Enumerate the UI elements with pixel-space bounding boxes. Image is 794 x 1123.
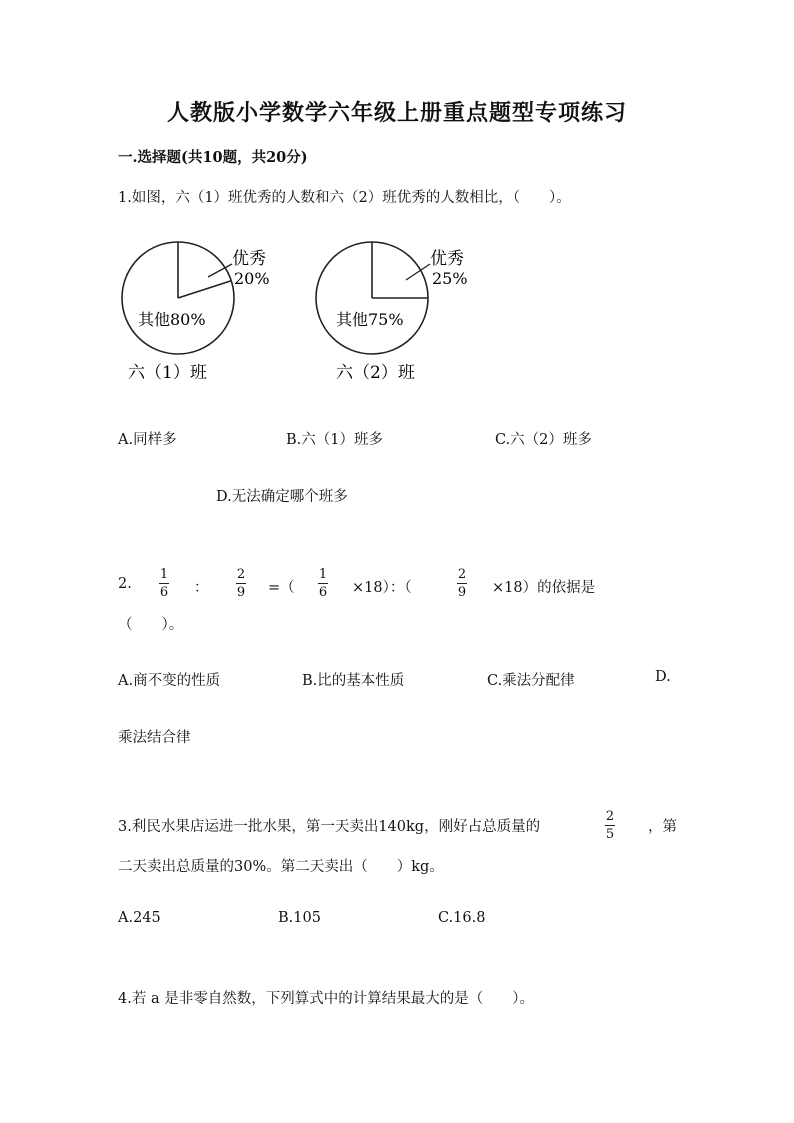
question-3-line-1: 3.利民水果店运进一批水果，第一天卖出140kg，刚好占总质量的 [118, 819, 541, 835]
fraction-numerator: 2 [236, 567, 246, 582]
fraction-denominator: 5 [605, 827, 615, 842]
pie-1-excellent-pct: 20% [234, 269, 270, 288]
question-2-fraction-4 [457, 567, 467, 600]
question-2-colon: ： [194, 580, 209, 596]
question-1-stem: 1.如图，六（1）班优秀的人数和六（2）班优秀的人数相比，（ ）。 [118, 190, 571, 206]
question-2-tail: （ ）。 [118, 617, 184, 633]
pie-2-other-label: 其他75% [336, 310, 404, 329]
pie-chart-class-1 [122, 242, 270, 383]
pie-2-excellent-pct: 25% [432, 269, 468, 288]
fraction-numerator: 1 [159, 567, 169, 582]
fraction-bar [318, 583, 328, 584]
question-1-figure [110, 232, 490, 392]
question-2-times-18-b: ×18）的依据是 [492, 580, 596, 596]
pie-1-radius-split [178, 281, 231, 298]
question-4-stem: 4.若 a 是非零自然数，下列算式中的计算结果最大的是（ ）。 [118, 991, 534, 1007]
fraction-bar [457, 583, 467, 584]
pie-2-class-label: 六（2）班 [336, 363, 415, 383]
question-1-option-c[interactable]: C.六（2）班多 [495, 432, 592, 448]
question-1-option-a[interactable]: A.同样多 [118, 432, 177, 448]
fraction-denominator: 6 [159, 585, 169, 600]
question-2-fraction-1 [159, 567, 169, 600]
pie-1-excellent-label: 优秀 [232, 249, 266, 269]
pie-2-excellent-label: 优秀 [430, 249, 464, 269]
fraction-numerator: 2 [457, 567, 467, 582]
question-3-line-2: 二天卖出总质量的30%。第二天卖出（ ）kg。 [118, 859, 444, 875]
question-2-option-c[interactable]: C.乘法分配律 [487, 673, 575, 689]
question-2-equals: =（ [268, 580, 295, 596]
fraction-denominator: 9 [236, 585, 246, 600]
pie-chart-class-2 [316, 242, 468, 383]
question-3-option-b[interactable]: B.105 [278, 910, 321, 926]
question-2-number: 2. [118, 576, 132, 592]
question-1-option-d[interactable]: D.无法确定哪个班多 [216, 489, 348, 505]
section-heading: 一.选择题(共10题，共20分) [118, 149, 308, 166]
question-1-option-b[interactable]: B.六（1）班多 [286, 432, 383, 448]
question-2-fraction-2 [236, 567, 246, 600]
question-3-fraction [605, 809, 615, 842]
question-2-option-b[interactable]: B.比的基本性质 [302, 673, 405, 689]
pie-1-other-label: 其他80% [138, 310, 206, 329]
fraction-bar [159, 583, 169, 584]
question-2-fraction-3 [318, 567, 328, 600]
fraction-denominator: 9 [457, 585, 467, 600]
fraction-bar [236, 583, 246, 584]
page-title: 人教版小学数学六年级上册重点题型专项练习 [166, 100, 627, 126]
question-2-option-a[interactable]: A.商不变的性质 [118, 673, 221, 689]
fraction-bar [605, 825, 615, 826]
pie-1-class-label: 六（1）班 [128, 363, 207, 383]
question-3-option-a[interactable]: A.245 [118, 910, 161, 926]
question-2-times-18-a: ×18）：（ [352, 580, 412, 596]
fraction-denominator: 6 [318, 585, 328, 600]
fraction-numerator: 2 [605, 809, 615, 824]
question-3-option-c[interactable]: C.16.8 [438, 910, 486, 926]
fraction-numerator: 1 [318, 567, 328, 582]
question-2-option-d[interactable]: D. [655, 669, 671, 685]
question-3-line-1-end: ，第 [648, 819, 677, 835]
question-2-option-d-text[interactable]: 乘法结合律 [118, 730, 191, 746]
